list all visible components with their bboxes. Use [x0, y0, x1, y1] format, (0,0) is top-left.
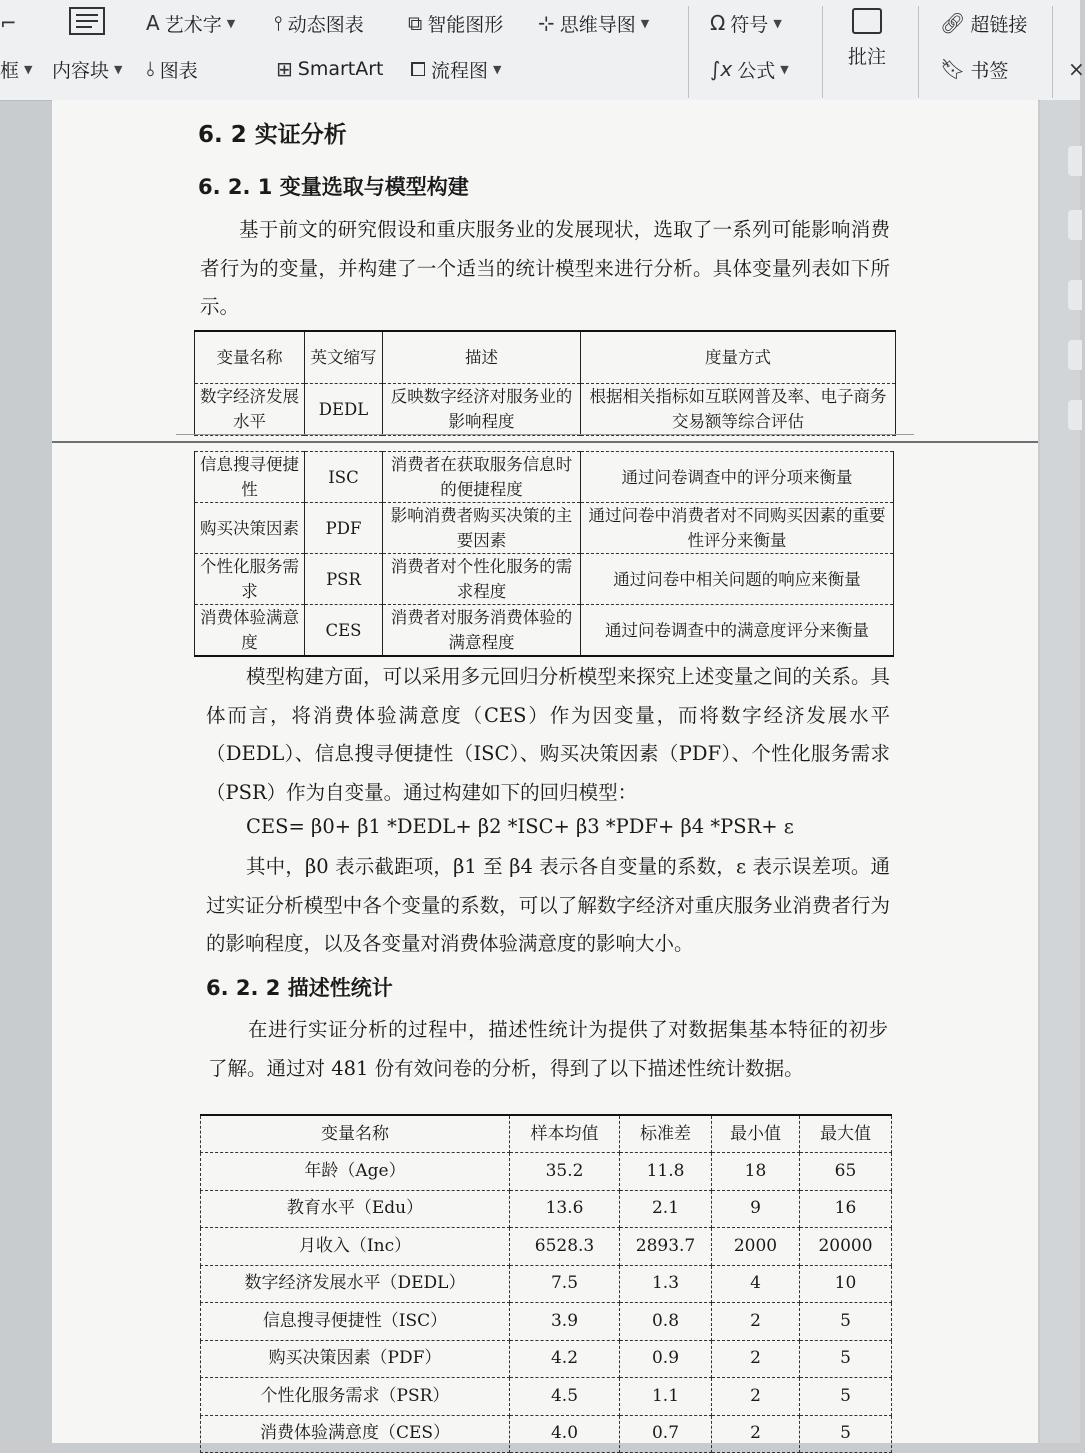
mind-map-button[interactable]: ⊹ 思维导图 ▼ — [538, 11, 650, 36]
table-cell: 16 — [800, 1190, 892, 1228]
ribbon-separator — [1052, 6, 1053, 98]
table-cell: 65 — [800, 1153, 892, 1191]
smartart-button[interactable]: ⊞ SmartArt — [276, 57, 384, 81]
formula-button[interactable]: ∫x 公式 ▼ — [710, 57, 789, 82]
flowchart-button[interactable]: ⧠ 流程图 ▼ — [410, 57, 502, 82]
chart-button[interactable]: ⫰ 图表 — [146, 57, 198, 82]
table-cell: 4.0 — [510, 1415, 620, 1453]
table-cell: ISC — [305, 452, 383, 503]
table-cell: 4.5 — [510, 1378, 620, 1416]
paragraph-descriptive: 在进行实证分析的过程中，描述性统计为提供了对数据集基本特征的初步了解。通过对 481 份有效问卷的分析，得到了以下描述性统计数据。 — [208, 1018, 888, 1080]
omega-icon: Ω — [710, 11, 726, 35]
table-cell: 1.1 — [620, 1378, 712, 1416]
table-row — [201, 1265, 892, 1303]
table-cell: 影响消费者购买决策的主要因素 — [383, 503, 581, 554]
paragraph-intro: 基于前文的研究假设和重庆服务业的发展现状，选取了一系列可能影响消费者行为的变量，并构建了一个适当的统计模型来进行分析。具体变量列表如下所示。 — [200, 218, 890, 318]
table-cell: 0.7 — [620, 1415, 712, 1453]
table-cell: 20000 — [800, 1228, 892, 1266]
frame-button[interactable]: 框 ▼ — [0, 59, 33, 82]
table-cell: 10 — [800, 1265, 892, 1303]
table-cell: 信息搜寻便捷性 — [195, 452, 305, 503]
table-cell: 消费体验满意度（CES） — [201, 1415, 510, 1453]
table-cell: 消费体验满意度 — [195, 605, 305, 657]
table-cell: CES — [305, 605, 383, 657]
table-cell: 3.9 — [510, 1303, 620, 1341]
toolbar-ribbon — [0, 0, 1085, 101]
table-cell: 2.1 — [620, 1190, 712, 1228]
right-panel — [1040, 100, 1080, 1443]
table-cell: 消费者对个性化服务的需求程度 — [383, 554, 581, 605]
table-cell: 月收入（Inc） — [201, 1228, 510, 1266]
table-cell: 通过问卷调查中的评分项来衡量 — [581, 452, 894, 503]
table-cell: 2 — [712, 1340, 800, 1378]
chevron-down-icon: ▼ — [773, 16, 782, 30]
table-cell: 个性化服务需求（PSR） — [201, 1378, 510, 1416]
photo-seam — [52, 441, 1038, 443]
table-cell: 数字经济发展水平 — [195, 383, 305, 435]
table-cell: 购买决策因素 — [195, 503, 305, 554]
table-cell: 5 — [800, 1378, 892, 1416]
table-cell: 根据相关指标如互联网普及率、电子商务交易额等综合评估 — [581, 383, 896, 435]
side-tab[interactable] — [1068, 210, 1082, 240]
comment-button[interactable]: 批注 — [848, 8, 886, 69]
table-cell: 教育水平（Edu） — [201, 1190, 510, 1228]
table-cell: PDF — [305, 503, 383, 554]
partial-icon[interactable]: ⌐ — [0, 11, 17, 35]
table-cell: 0.9 — [620, 1340, 712, 1378]
section-heading-6-2-2: 6. 2. 2 描述性统计 — [206, 976, 393, 1000]
bookmark-icon: 🔖︎ — [940, 57, 966, 81]
photo-seam — [176, 434, 914, 435]
hyperlink-button[interactable]: 🔗︎ 超链接 — [940, 11, 1028, 36]
table-cell: 11.8 — [620, 1153, 712, 1191]
flowchart-icon: ⧠ — [410, 57, 426, 81]
table-cell: 2 — [712, 1415, 800, 1453]
table-cell: 9 — [712, 1190, 800, 1228]
dynamic-chart-icon: ⫯ — [274, 11, 283, 35]
table-cell: 2000 — [712, 1228, 800, 1266]
art-text-button[interactable]: A 艺术字 ▼ — [146, 11, 236, 36]
table-cell: 0.8 — [620, 1303, 712, 1341]
table-header: 描述 — [383, 331, 581, 383]
smart-shape-icon: ⧉ — [408, 11, 423, 35]
table-cell: 消费者在获取服务信息时的便捷程度 — [383, 452, 581, 503]
table-cell: 7.5 — [510, 1265, 620, 1303]
table-cell: 信息搜寻便捷性（ISC） — [201, 1303, 510, 1341]
table-header: 样本均值 — [510, 1115, 620, 1153]
table-cell: 13.6 — [510, 1190, 620, 1228]
content-block-button[interactable]: 内容块 ▼ — [52, 59, 123, 82]
variable-table-part1 — [194, 330, 896, 436]
table-row — [201, 1153, 892, 1191]
table-cell: 年龄（Age） — [201, 1153, 510, 1191]
side-tab[interactable] — [1068, 340, 1082, 370]
art-text-icon: A — [146, 11, 160, 35]
link-icon: 🔗︎ — [940, 11, 966, 35]
table-cell: 6528.3 — [510, 1228, 620, 1266]
ribbon-separator — [822, 6, 823, 98]
side-tab[interactable] — [1068, 400, 1082, 430]
bookmark-button[interactable]: 🔖︎ 书签 — [940, 57, 1009, 82]
table-cell: 2893.7 — [620, 1228, 712, 1266]
chevron-down-icon: ▼ — [493, 62, 502, 76]
table-cell: 1.3 — [620, 1265, 712, 1303]
table-cell: PSR — [305, 554, 383, 605]
chevron-down-icon: ▼ — [226, 16, 236, 30]
content-block-icon[interactable] — [68, 6, 106, 36]
smartart-icon: ⊞ — [276, 57, 293, 81]
ribbon-separator — [918, 6, 919, 98]
bar-chart-icon: ⫰ — [146, 57, 155, 81]
table-cell: 5 — [800, 1340, 892, 1378]
table-row — [201, 1228, 892, 1266]
table-header: 变量名称 — [195, 331, 305, 383]
table-row — [201, 1303, 892, 1341]
chevron-down-icon: ▼ — [24, 62, 33, 76]
side-tab[interactable] — [1068, 146, 1082, 176]
table-cell: 5 — [800, 1415, 892, 1453]
table-cell: 18 — [712, 1153, 800, 1191]
table-row — [201, 1190, 892, 1228]
dynamic-chart-button[interactable]: ⫯ 动态图表 — [274, 11, 364, 36]
table-cell: 消费者对服务消费体验的满意程度 — [383, 605, 581, 657]
table-cell: 反映数字经济对服务业的影响程度 — [383, 383, 581, 435]
table-cell: DEDL — [305, 383, 383, 435]
table-cell: 5 — [800, 1303, 892, 1341]
table-cell: 2 — [712, 1378, 800, 1416]
paragraph-coefficients: 其中，β0 表示截距项，β1 至 β4 表示各自变量的系数，ε 表示误差项。通过实证分析模型中各个变量的系数，可以了解数字经济对重庆服务业消费者行为的影响程度，以及各变量对消费体验满意度的影响大小。 — [206, 855, 890, 955]
table-cell: 通过问卷中消费者对不同购买因素的重要性评分来衡量 — [581, 503, 894, 554]
symbol-button[interactable]: Ω 符号 ▼ — [710, 11, 782, 36]
table-cell: 个性化服务需求 — [195, 554, 305, 605]
table-header: 度量方式 — [581, 331, 896, 383]
mind-map-icon: ⊹ — [538, 11, 555, 35]
table-cell: 购买决策因素（PDF） — [201, 1340, 510, 1378]
table-cell: 通过问卷调查中的满意度评分来衡量 — [581, 605, 894, 657]
table-header: 最小值 — [712, 1115, 800, 1153]
descriptive-stats-table — [200, 1114, 892, 1453]
table-cell: 4.2 — [510, 1340, 620, 1378]
table-row — [201, 1415, 892, 1453]
table-header: 最大值 — [800, 1115, 892, 1153]
comment-icon — [852, 8, 882, 34]
ribbon-separator — [688, 6, 689, 98]
side-tab[interactable] — [1068, 280, 1082, 310]
table-cell: 通过问卷中相关问题的响应来衡量 — [581, 554, 894, 605]
table-row — [201, 1340, 892, 1378]
variable-table-part2 — [194, 451, 894, 657]
regression-formula: CES= β0+ β1 *DEDL+ β2 *ISC+ β3 *PDF+ β4 *PSR+ ε — [246, 815, 794, 838]
table-header: 英文缩写 — [305, 331, 383, 383]
section-heading-6-2: 6. 2 实证分析 — [198, 122, 347, 148]
chevron-down-icon: ▼ — [114, 62, 123, 76]
formula-icon: ∫x — [710, 57, 733, 81]
section-heading-6-2-1: 6. 2. 1 变量选取与模型构建 — [198, 175, 469, 199]
table-header: 变量名称 — [201, 1115, 510, 1153]
table-cell: 数字经济发展水平（DEDL） — [201, 1265, 510, 1303]
chevron-down-icon: ▼ — [780, 62, 789, 76]
paragraph-model: 模型构建方面，可以采用多元回归分析模型来探究上述变量之间的关系。具体而言，将消费体验满意度（CES）作为因变量，而将数字经济发展水平（DEDL）、信息搜寻便捷性（ISC）、购买决策因素（PDF）、个性化服务需求（PSR）作为自变量。通过构建如下的回归模型： — [206, 665, 890, 804]
table-cell: 4 — [712, 1265, 800, 1303]
table-cell: 2 — [712, 1303, 800, 1341]
smart-shape-button[interactable]: ⧉ 智能图形 — [408, 11, 504, 36]
table-cell: 35.2 — [510, 1153, 620, 1191]
chevron-down-icon: ▼ — [640, 16, 650, 30]
table-header: 标准差 — [620, 1115, 712, 1153]
table-row — [201, 1378, 892, 1416]
more-icon[interactable]: × — [1068, 57, 1085, 81]
